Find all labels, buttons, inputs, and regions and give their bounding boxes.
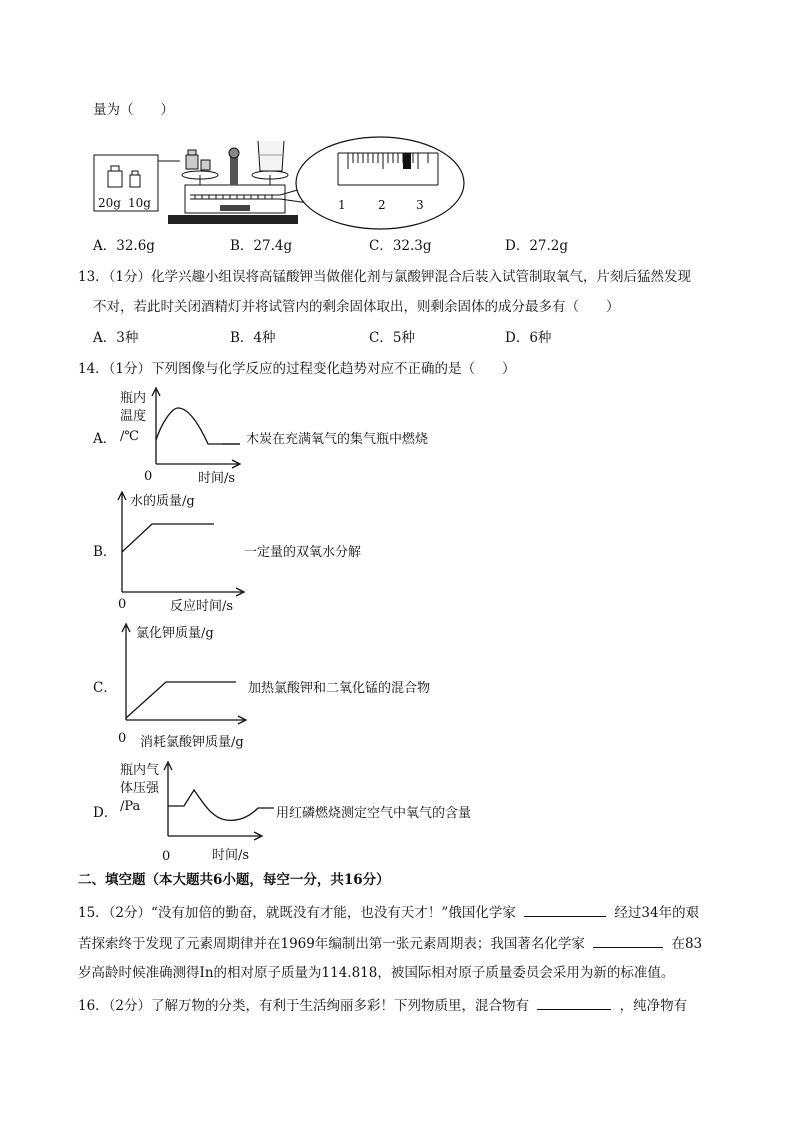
q16-line1 bbox=[78, 995, 687, 1015]
q14-d-ylabel-1: 瓶内气 bbox=[120, 763, 160, 778]
q14-a-label: A． bbox=[93, 431, 117, 447]
q14-b-label: B． bbox=[93, 544, 117, 560]
q14-d-ylabel-2: 体压强 bbox=[120, 781, 160, 796]
q12-option-a: A．32.6g bbox=[93, 238, 155, 254]
q13-line1: 13．（1分）化学兴趣小组误将高锰酸钾当做催化剂与氯酸钾混合后装入试管制取氧气，片刻后猛然发现 bbox=[78, 269, 692, 285]
q15-line1 bbox=[78, 902, 699, 922]
q14-c-desc: 加热氯酸钾和二氧化锰的混合物 bbox=[248, 681, 431, 696]
q14-b-desc: 一定量的双氧水分解 bbox=[244, 545, 362, 560]
weight-20g-label: 20g bbox=[98, 196, 121, 210]
q15-line2-text-b: 在83 bbox=[671, 936, 703, 952]
q15-blank-1[interactable] bbox=[524, 902, 606, 917]
weight-10g-label: 10g bbox=[128, 196, 151, 210]
scale-tick-3: 3 bbox=[416, 198, 424, 212]
q14-d-label: D． bbox=[93, 805, 118, 821]
q14-a-origin: 0 bbox=[144, 469, 153, 484]
q12-stem-tail: 量为（ ） bbox=[93, 102, 174, 118]
q13-option-d: D．6种 bbox=[505, 330, 552, 346]
rider-marker bbox=[403, 153, 411, 169]
q14-c-curve bbox=[126, 682, 236, 718]
q14-d-xlabel: 时间/s bbox=[212, 848, 250, 863]
q14-c-label: C． bbox=[93, 680, 117, 696]
q14-b-xlabel: 反应时间/s bbox=[170, 599, 234, 614]
q15-line1-text-b: 经过34年的艰 bbox=[614, 905, 700, 921]
q13-option-b: B．4种 bbox=[230, 330, 276, 346]
q14-c-ylabel: 氯化钾质量/g bbox=[136, 626, 214, 641]
q15-line1-text-a: 15．（2分）“没有加倍的勤奋，就既没有才能，也没有天才！”俄国化学家 bbox=[78, 905, 516, 921]
balance-figure bbox=[90, 133, 470, 233]
q14-d-desc: 用红磷燃烧测定空气中氧气的含量 bbox=[276, 806, 472, 821]
q14-d-ylabel-3: /Pa bbox=[120, 799, 141, 814]
q15-blank-2[interactable] bbox=[593, 933, 663, 948]
q14-a-ylabel-1: 瓶内 bbox=[120, 391, 147, 406]
q16-line1-text-a: 16．（2分）了解万物的分类，有利于生活绚丽多彩！下列物质里，混合物有 bbox=[78, 998, 530, 1014]
q14-a-xlabel: 时间/s bbox=[198, 471, 236, 486]
q14-c-origin: 0 bbox=[118, 731, 127, 746]
q12-option-b: B．27.4g bbox=[230, 238, 293, 254]
scale-tick-2: 2 bbox=[378, 198, 386, 212]
q15-line2-text-a: 苦探索终于发现了元素周期律并在1969年编制出第一张元素周期表；我国著名化学家 bbox=[78, 936, 585, 952]
q13-option-a: A．3种 bbox=[93, 330, 139, 346]
q14-a-curve bbox=[156, 408, 240, 444]
q13-line2: 不对，若此时关闭酒精灯并将试管内的剩余固体取出，则剩余固体的成分最多有（ ） bbox=[93, 299, 620, 315]
q14-d-curve bbox=[168, 790, 274, 820]
q13-option-c: C．5种 bbox=[369, 330, 415, 346]
q14-a-ylabel-3: /℃ bbox=[120, 429, 139, 444]
q14-b-curve bbox=[122, 524, 214, 552]
q14-a-desc: 木炭在充满氧气的集气瓶中燃烧 bbox=[246, 432, 429, 447]
q14-c-xlabel: 消耗氯酸钾质量/g bbox=[140, 735, 244, 750]
q16-line1-text-b: ，纯净物有 bbox=[619, 998, 688, 1014]
q12-option-c: C．32.3g bbox=[369, 238, 432, 254]
scale-tick-1: 1 bbox=[338, 198, 346, 212]
q14-d-origin: 0 bbox=[162, 849, 171, 864]
q14-c-graph bbox=[114, 620, 454, 754]
q14-b-origin: 0 bbox=[118, 597, 127, 612]
scale-zoom-ellipse bbox=[296, 137, 464, 229]
q14-b-ylabel: 水的质量/g bbox=[130, 494, 195, 509]
q16-blank-1[interactable] bbox=[537, 995, 611, 1010]
q14-b-graph bbox=[112, 488, 452, 616]
q15-line2 bbox=[78, 933, 702, 953]
q15-line3: 岁高龄时候准确测得In的相对原子质量为114.818，被国际相对原子质量委员会采用为新的标准值。 bbox=[78, 965, 675, 981]
q14-d-graph bbox=[118, 760, 498, 866]
q14-stem: 14．（1分）下列图像与化学反应的过程变化趋势对应不正确的是（ ） bbox=[78, 361, 516, 377]
q14-a-graph bbox=[116, 386, 456, 486]
section-2-heading: 二、填空题（本大题共6小题，每空一分，共16分） bbox=[78, 872, 390, 888]
q12-option-d: D．27.2g bbox=[505, 238, 569, 254]
q14-a-ylabel-2: 温度 bbox=[120, 409, 147, 424]
